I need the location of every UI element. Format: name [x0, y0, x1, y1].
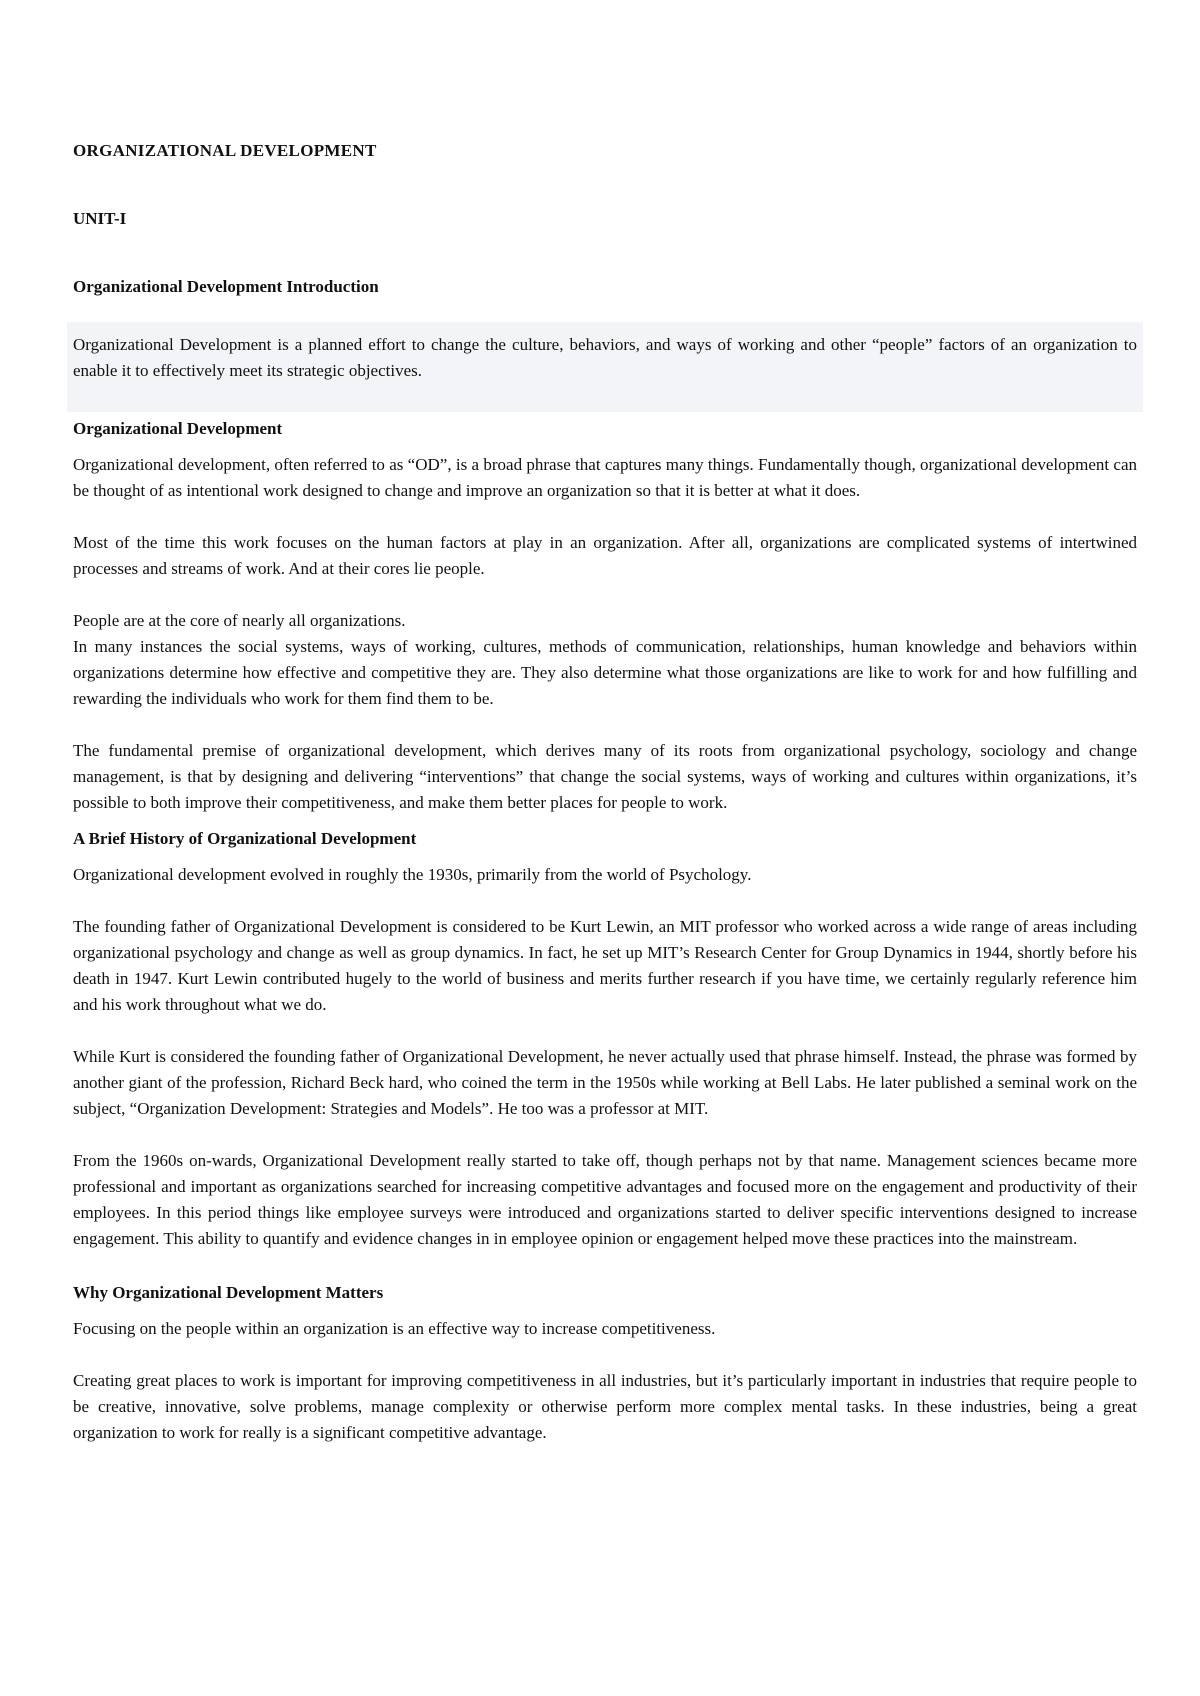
intro-paragraph: Organizational Development is a planned effort to change the culture, behaviors, and ways of working and other “people” factors of an organization to enable it to effectively meet its strategic objectives. — [73, 335, 1137, 380]
intro-heading: Organizational Development Introduction — [73, 277, 379, 296]
history-paragraph: Organizational development evolved in roughly the 1930s, primarily from the world of Psychology. — [73, 865, 752, 884]
od-paragraph: In many instances the social systems, ways of working, cultures, methods of communication, relationships, human knowledge and behaviors within organizations determine how effective and competitive they are. They also determine what those organizations are like to work for and how fulfilling and rewarding the individuals who work for them find them to be. — [73, 637, 1137, 708]
history-paragraph: The founding father of Organizational Development is considered to be Kurt Lewin, an MIT professor who worked across a wide range of areas including organizational psychology and change as well as group dynamics. In fact, he set up MIT’s Research Center for Group Dynamics in 1944, shortly before his death in 1947. Kurt Lewin contributed hugely to the world of business and merits further research if you have time, we certainly regularly reference him and his work throughout what we do. — [73, 917, 1137, 1014]
why-paragraph: Creating great places to work is important for improving competitiveness in all industries, but it’s particularly important in industries that require people to be creative, innovative, solve problems, manage complexity or otherwise perform more complex mental tasks. In these industries, being a great organization to work for really is a significant competitive advantage. — [73, 1371, 1137, 1442]
document-title: ORGANIZATIONAL DEVELOPMENT — [73, 141, 377, 160]
unit-label: UNIT-I — [73, 209, 127, 228]
od-heading: Organizational Development — [73, 419, 283, 438]
history-heading: A Brief History of Organizational Development — [73, 829, 417, 848]
od-paragraph: The fundamental premise of organizational development, which derives many of its roots from organizational psychology, sociology and change management, is that by designing and delivering “interventions” that change the social systems, ways of working and cultures within organizations, it’s possible to both improve their competitiveness, and make them better places for people to work. — [73, 741, 1137, 812]
intro-highlight-box — [67, 322, 1143, 412]
od-paragraph: Organizational development, often referred to as “OD”, is a broad phrase that captures many things. Fundamentally though, organizational development can be thought of as intentional work designed to change and improve an organization so that it is better at what it does. — [73, 455, 1137, 500]
od-paragraph: Most of the time this work focuses on the human factors at play in an organization. After all, organizations are complicated systems of intertwined processes and streams of work. And at their cores lie people. — [73, 533, 1137, 578]
history-paragraph: From the 1960s on-wards, Organizational Development really started to take off, though perhaps not by that name. Management sciences became more professional and important as organizations searched for increasing competitive advantages and focused more on the engagement and productivity of their employees. In this period things like employee surveys were introduced and organizations started to deliver specific interventions designed to increase engagement. This ability to quantify and evidence changes in in employee opinion or engagement helped move these practices into the mainstream. — [73, 1151, 1137, 1248]
document-page — [73, 140, 1137, 1446]
why-paragraph: Focusing on the people within an organization is an effective way to increase competitiveness. — [73, 1319, 716, 1338]
history-paragraph: While Kurt is considered the founding father of Organizational Development, he never actually used that phrase himself. Instead, the phrase was formed by another giant of the profession, Richard Beck hard, who coined the term in the 1950s while working at Bell Labs. He later published a seminal work on the subject, “Organization Development: Strategies and Models”. He too was a professor at MIT. — [73, 1047, 1137, 1118]
why-heading: Why Organizational Development Matters — [73, 1283, 384, 1302]
od-paragraph: People are at the core of nearly all organizations. — [73, 611, 406, 630]
